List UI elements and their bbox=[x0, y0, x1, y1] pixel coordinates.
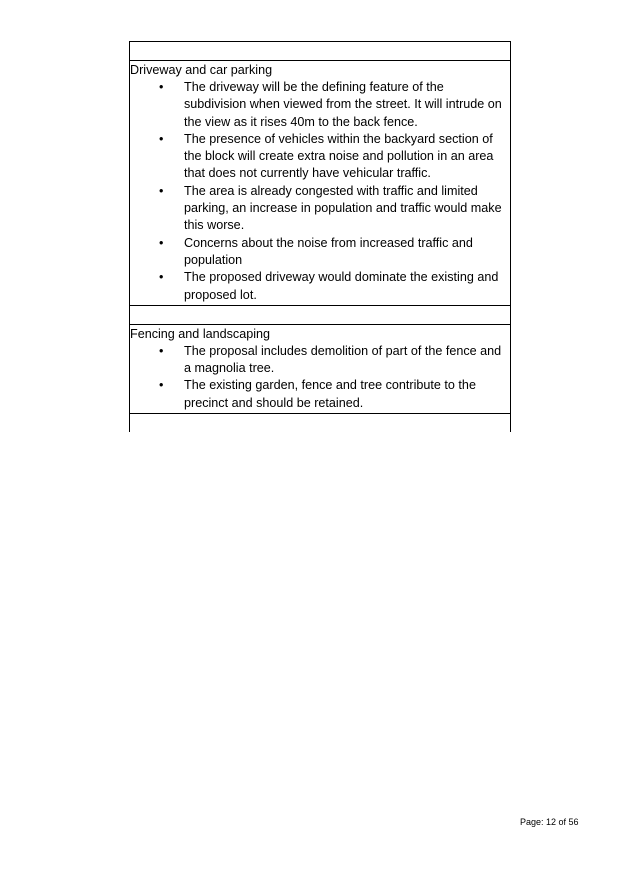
list-item-text: The driveway will be the defining feature of the subdivision when viewed from the street. It will intrude on the view as it rises 40m to the back fence. bbox=[184, 80, 502, 129]
bullet-list bbox=[130, 79, 510, 305]
list-item bbox=[130, 269, 510, 304]
bullet-icon: • bbox=[159, 378, 164, 393]
section-title: Fencing and landscaping bbox=[130, 326, 271, 341]
list-item bbox=[130, 343, 510, 378]
list-item-text: The proposal includes demolition of part of the fence and a magnolia tree. bbox=[184, 343, 502, 376]
list-item-text: The presence of vehicles within the backyard section of the block will create extra noise and pollution in an area that does not currently have vehicular traffic. bbox=[184, 131, 494, 181]
list-item bbox=[130, 235, 510, 270]
section-title: Driveway and car parking bbox=[130, 63, 273, 77]
table-spacer-row bbox=[130, 306, 510, 325]
bullet-icon: • bbox=[159, 131, 164, 146]
bullet-list bbox=[130, 343, 510, 413]
bullet-icon: • bbox=[159, 343, 164, 358]
submissions-table bbox=[129, 41, 511, 432]
bullet-icon: • bbox=[159, 183, 164, 198]
bullet-icon: • bbox=[159, 270, 164, 285]
list-item bbox=[130, 183, 510, 235]
list-item-text: The existing garden, fence and tree contribute to the precinct and should be retained. bbox=[184, 378, 476, 410]
list-item-text: The area is already congested with traffic and limited parking, an increase in population and traffic would make this worse. bbox=[184, 183, 502, 233]
list-item bbox=[130, 131, 510, 183]
bullet-icon: • bbox=[159, 235, 164, 250]
bullet-icon: • bbox=[159, 80, 164, 94]
page-number: Page: 12 of 56 bbox=[520, 817, 579, 827]
list-item bbox=[130, 377, 510, 412]
list-item bbox=[130, 79, 510, 131]
list-item-text: The proposed driveway would dominate the existing and proposed lot. bbox=[184, 270, 499, 302]
list-item-text: Concerns about the noise from increased traffic and population bbox=[184, 235, 473, 267]
section-driveway bbox=[130, 61, 510, 306]
table-spacer-row bbox=[130, 42, 510, 61]
section-fencing bbox=[130, 325, 510, 414]
table-open-row bbox=[130, 414, 510, 432]
